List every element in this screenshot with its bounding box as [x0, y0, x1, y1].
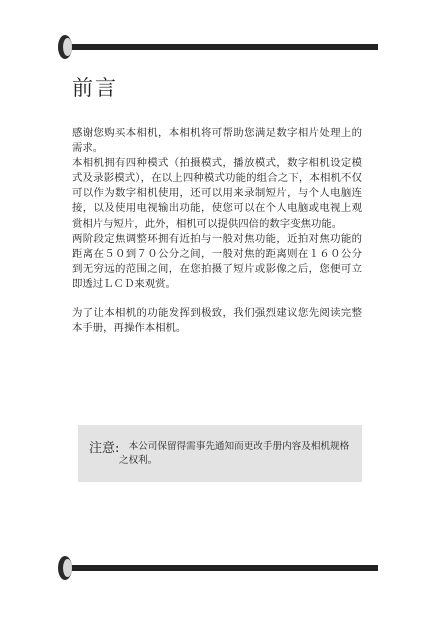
bottom-decorative-rule — [58, 556, 378, 580]
paragraph-intro: 感谢您购买本相机，本相机将可帮助您满足数字相片处理上的需求。 — [72, 127, 362, 155]
notice-box — [78, 425, 362, 482]
rule-end-cap — [58, 35, 72, 59]
body-text — [72, 126, 362, 336]
notice-label: 注意: — [89, 441, 120, 456]
page-title: 前言 — [72, 76, 118, 100]
paragraph-recommendation: 为了让本相机的功能发挥到极致，我们强烈建议您先阅读完整本手册，再操作本相机。 — [72, 307, 362, 335]
notice-text: 本公司保留得需事先通知而更改手册内容及相机规格之权利。 — [119, 441, 350, 466]
rule-end-cap — [58, 556, 72, 580]
rule-bar — [72, 44, 378, 50]
top-decorative-rule — [58, 35, 378, 59]
paragraph-modes: 本相机拥有四种模式（拍摄模式，播放模式，数字相机设定模式及录影模式），在以上四种模式功能的组合之下，本相机不仅可以作为数字相机使用，还可以用来录制短片，与个人电脑连接，以及使用电视输出功能，使您可以在个人电脑或电视上观赏相片与短片，此外，相机可以提供四倍的数字变焦功能。 — [72, 157, 362, 230]
paragraph-focus: 两阶段定焦调整环拥有近拍与一般对焦功能，近拍对焦功能的距离在５０到７０公分之间，一般对焦的距离则在１６０公分到无穷远的范围之间，在您拍摄了短片或影像之后，您便可立即透过ＬＣＤ来观赏。 — [72, 232, 362, 290]
rule-bar — [72, 565, 378, 571]
